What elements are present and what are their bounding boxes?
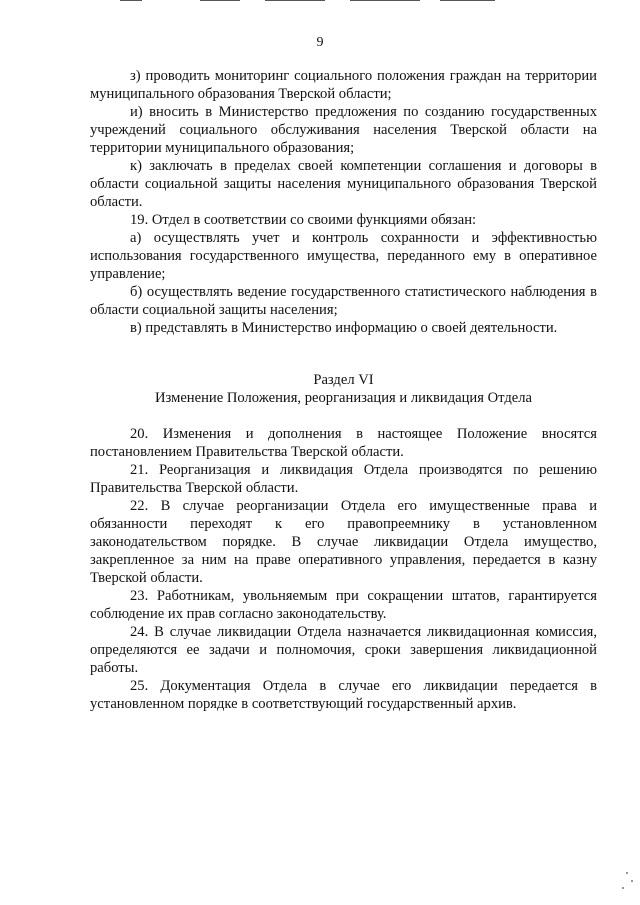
scan-speck — [626, 872, 628, 874]
paragraph-clause-20: 20. Изменения и дополнения в настоящее Положение вносятся постановлением Правительства Тверской области. — [90, 426, 597, 460]
paragraph-item-v: в) представлять в Министерство информацию о своей деятельности. — [130, 320, 558, 336]
scan-speck — [622, 887, 624, 889]
paragraph-clause-21: 21. Реорганизация и ликвидация Отдела производятся по решению Правительства Тверской области. — [90, 462, 597, 496]
document-body — [90, 67, 597, 713]
section-label: Раздел VI — [313, 372, 374, 388]
scan-speck — [631, 880, 633, 882]
scan-edge-line — [200, 0, 240, 1]
paragraph-clause-23: 23. Работникам, увольняемым при сокращении штатов, гарантируется соблюдение их прав согласно законодательству. — [90, 588, 597, 622]
paragraph-clause-19: 19. Отдел в соответствии со своими функциями обязан: — [130, 212, 477, 228]
scan-edge-line — [350, 0, 420, 1]
page-number: 9 — [316, 35, 324, 50]
scan-edge-line — [120, 0, 142, 1]
paragraph-item-i: и) вносить в Министерство предложения по созданию государственных учреждений социального обслуживания населения Тверской области на территории муниципального образования; — [90, 104, 597, 156]
scan-edge-line — [440, 0, 495, 1]
paragraph-clause-24: 24. В случае ликвидации Отдела назначается ликвидационная комиссия, определяются ее задачи и полномочия, сроки завершения ликвидационной работы. — [90, 624, 597, 676]
scan-edge-line — [265, 0, 325, 1]
section-title: Изменение Положения, реорганизация и ликвидация Отдела — [155, 390, 532, 406]
paragraph-item-b: б) осуществлять ведение государственного статистического наблюдения в области социальной защиты населения; — [90, 284, 597, 318]
paragraph-item-z: з) проводить мониторинг социального положения граждан на территории муниципального образования Тверской области; — [90, 68, 597, 102]
paragraph-item-k: к) заключать в пределах своей компетенции соглашения и договоры в области социальной защиты населения муниципального образования Тверской области. — [90, 158, 597, 210]
paragraph-clause-22: 22. В случае реорганизации Отдела его имущественные права и обязанности переходят к его правопреемнику в установленном законодательством порядке. В случае ликвидации Отдела имущество, закрепленное за ним на праве оперативного управления, передается в казну Тверской области. — [90, 498, 597, 586]
paragraph-item-a: а) осуществлять учет и контроль сохранности и эффективностью использования государственного имущества, переданного ему в оперативное управление; — [90, 230, 597, 282]
paragraph-clause-25: 25. Документация Отдела в случае его ликвидации передается в установленном порядке в соответствующий государственный архив. — [90, 678, 597, 712]
